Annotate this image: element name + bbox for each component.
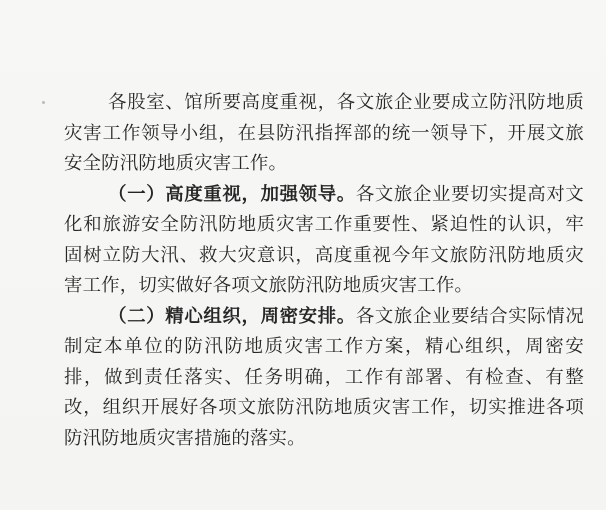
paragraph-text: 各文旅企业要结合实际情况制定本单位的防汛防地质灾害工作方案，精心组织，周密安排，做到责任落实、任务明确，工作有部署、有检查、有整改，组织开展好各项文旅防汛防地质灾害工作，切实推进各项防汛防地质灾害措施的落实。 <box>64 305 584 449</box>
paragraph-section-1 <box>64 180 584 302</box>
paragraph-text: 各文旅企业要切实提高对文化和旅游安全防汛防地质灾害工作重要性、紧迫性的认识，牢固树立防大汛、救大灾意识，高度重视今年文旅防汛防地质灾害工作，切实做好各项文旅防汛防地质灾害工作。 <box>64 183 584 296</box>
document-body <box>64 88 584 454</box>
section-heading: （一）高度重视，加强领导。 <box>108 183 356 205</box>
scan-speck <box>42 101 45 104</box>
section-heading: （二）精心组织，周密安排。 <box>108 305 356 327</box>
paragraph-section-2 <box>64 302 584 455</box>
paragraph-intro <box>64 88 584 180</box>
paragraph-text: 各股室、馆所要高度重视，各文旅企业要成立防汛防地质灾害工作领导小组，在县防汛指挥部的统一领导下，开展文旅安全防汛防地质灾害工作。 <box>64 92 584 174</box>
